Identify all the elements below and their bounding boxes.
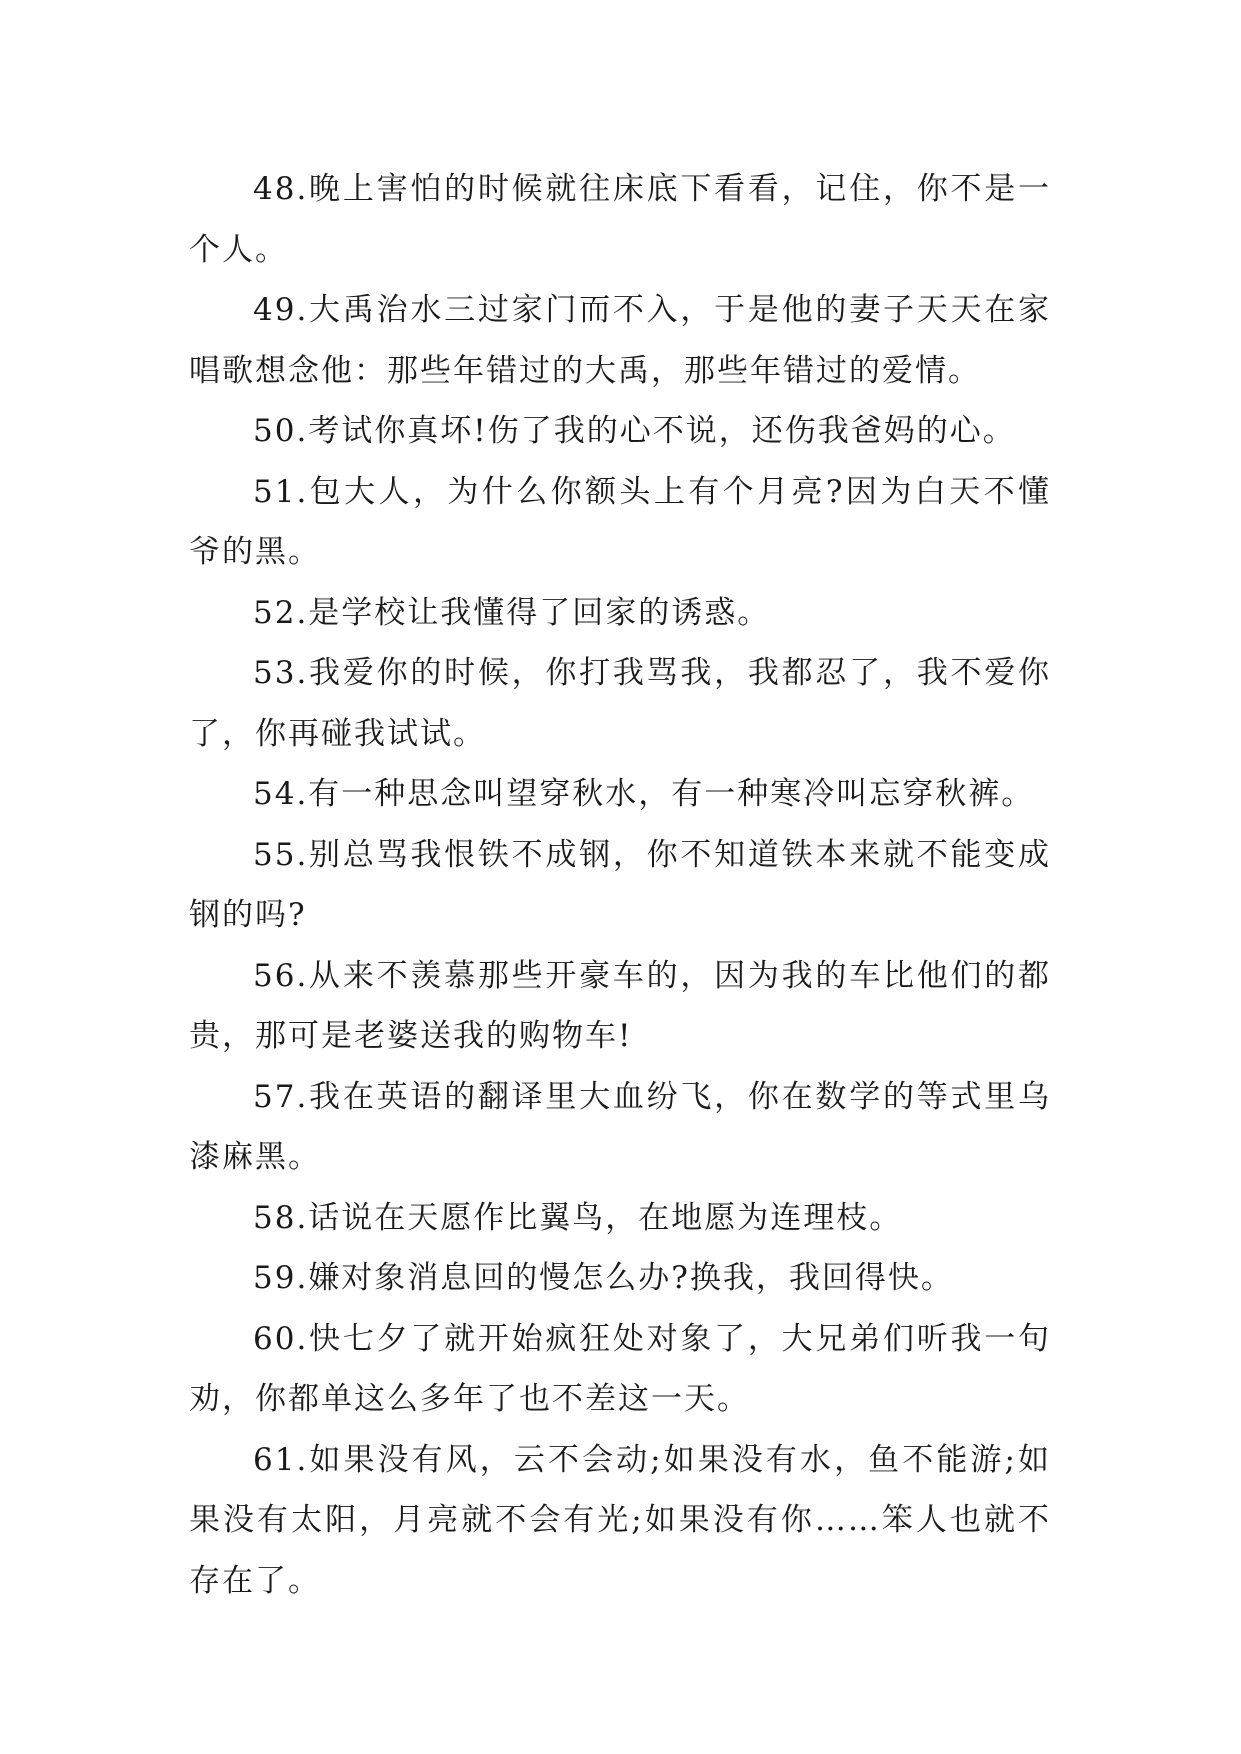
paragraph-54: 54.有一种思念叫望穿秋水，有一种寒冷叫忘穿秋裤。	[253, 776, 1035, 812]
paragraph-59: 59.嫌对象消息回的慢怎么办?换我，我回得快。	[253, 1260, 954, 1296]
document-body	[189, 159, 1051, 1611]
paragraph-57: 57.我在英语的翻译里大血纷飞，你在数学的等式里乌漆麻黑。	[189, 1078, 1051, 1175]
paragraph-58: 58.话说在天愿作比翼鸟，在地愿为连理枝。	[253, 1199, 903, 1236]
paragraph-52: 52.是学校让我懂得了回家的诱惑。	[253, 594, 771, 631]
paragraph-51: 51.包大人，为什么你额头上有个月亮?因为白天不懂爷的黑。	[189, 473, 1051, 570]
paragraph-48: 48.晚上害怕的时候就往床底下看看，记住，你不是一个人。	[189, 171, 1051, 268]
paragraph-56: 56.从来不羡慕那些开豪车的，因为我的车比他们的都贵，那可是老婆送我的购物车!	[189, 957, 1051, 1054]
paragraph-55: 55.别总骂我恨铁不成钢，你不知道铁本来就不能变成钢的吗?	[189, 836, 1051, 933]
paragraph-61: 61.如果没有风，云不会动;如果没有水，鱼不能游;如果没有太阳，月亮就不会有光;如果没有你……笨人也就不存在了。	[189, 1441, 1051, 1599]
paragraph-50: 50.考试你真坏!伤了我的心不说，还伤我爸妈的心。	[253, 413, 1016, 449]
paragraph-53: 53.我爱你的时候，你打我骂我，我都忍了，我不爱你了，你再碰我试试。	[189, 655, 1051, 752]
paragraph-60: 60.快七夕了就开始疯狂处对象了，大兄弟们听我一句劝，你都单这么多年了也不差这一天。	[189, 1320, 1051, 1417]
paragraph-49: 49.大禹治水三过家门而不入，于是他的妻子天天在家唱歌想念他：那些年错过的大禹，那些年错过的爱情。	[189, 292, 1051, 389]
